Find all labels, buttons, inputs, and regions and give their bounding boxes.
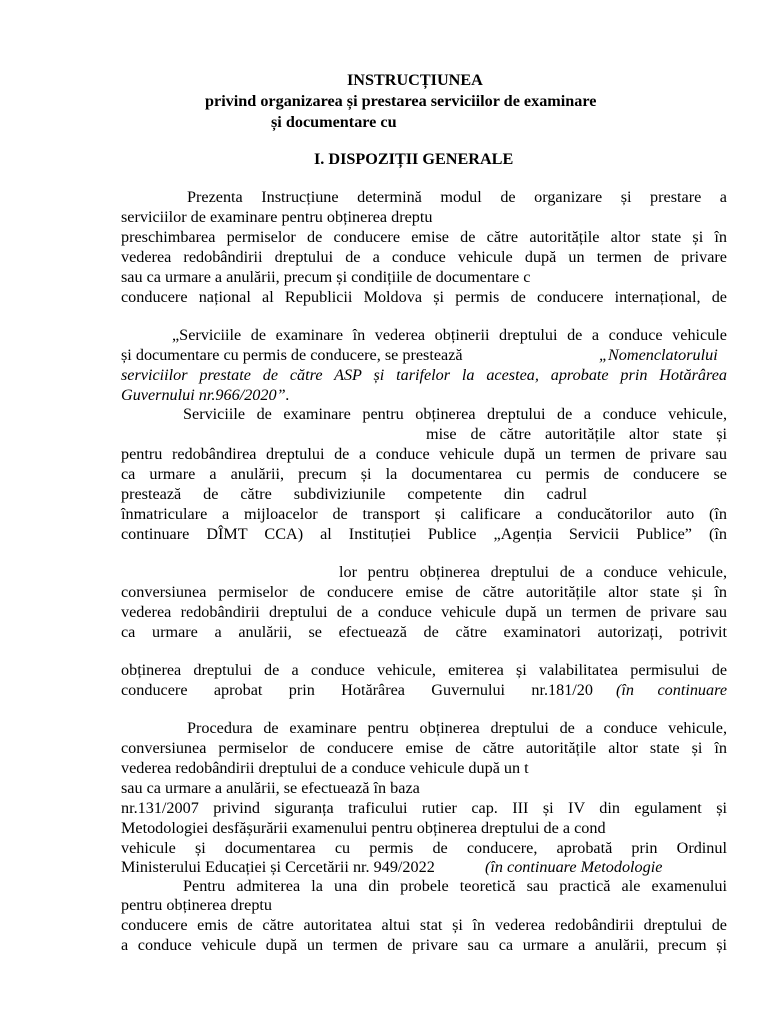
paragraph-4-line-3: vederea redobândirii dreptului de a conduce vehicule după un termen de privare sau — [121, 603, 727, 621]
paragraph-3-line-7: continuare DÎMT CCA) al Instituției Publice „Agenția Servicii Publice” (în — [121, 525, 727, 543]
paragraph-6-line-1: Procedura de examinare pentru obținerea dreptului de a conduce vehicule, — [187, 719, 727, 737]
paragraph-2-line-1: „Serviciile de examinare în vederea obținerii dreptului de a conduce vehicule — [172, 326, 727, 344]
paragraph-4-line-1: lor pentru obținerea dreptului de a conduce vehicule, — [339, 563, 727, 581]
paragraph-2-line-3: serviciilor prestate de către ASP și tarifelor la acestea, aprobate prin Hotărârea — [121, 366, 727, 384]
document-subtitle-line-2: și documentare cu — [271, 113, 397, 131]
paragraph-6-line-8: Ministerului Educației și Cercetării nr. 949/2022 — [121, 858, 435, 876]
paragraph-6-line-6: Metodologiei desfășurării examenului pentru obținerea dreptului de a cond — [121, 819, 606, 837]
paragraph-6-line-2: conversiunea permiselor de conducere emise de către autoritățile altor state și în — [121, 739, 727, 757]
paragraph-4-line-4: ca urmare a anulării, se efectuează de către examinatori autorizați, potrivit — [121, 623, 727, 641]
paragraph-1-line-3: preschimbarea permiselor de conducere emise de către autoritățile altor state și în — [121, 228, 727, 246]
paragraph-6-line-4: sau ca urmare a anulării, se efectuează în baza — [121, 779, 420, 797]
paragraph-3-line-4: ca urmare a anulării, precum și la documentarea cu permis de conducere se — [121, 465, 727, 483]
paragraph-3-line-6: înmatriculare a mijloacelor de transport și calificare a conducătorilor auto (în — [121, 505, 727, 523]
paragraph-2-line-4: Guvernului nr.966/2020”. — [121, 386, 290, 404]
paragraph-6-line-5: nr.131/2007 privind siguranța traficului rutier cap. III și IV din egulament și — [121, 799, 727, 817]
paragraph-7-line-2: pentru obținerea dreptu — [121, 896, 273, 914]
paragraph-5-line-2: conducere aprobat prin Hotărârea Guvernului nr.181/20 — [121, 681, 593, 699]
paragraph-2-line-2: și documentare cu permis de conducere, se prestează — [121, 346, 463, 364]
paragraph-1-line-2: serviciilor de examinare pentru obținerea dreptu — [121, 208, 433, 226]
document-title: INSTRUCȚIUNEA — [347, 71, 483, 89]
paragraph-2-line-2-italic: „Nomenclatorului — [599, 346, 718, 364]
paragraph-7-line-1: Pentru admiterea la una din probele teoretică sau practică ale examenului — [183, 877, 727, 895]
paragraph-1-line-6: conducere național al Republicii Moldova și permis de conducere internațional, de — [121, 288, 727, 306]
paragraph-7-line-4: a conduce vehicule după un termen de privare sau ca urmare a anulării, precum și — [121, 936, 727, 954]
paragraph-7-line-3: conducere emis de către autoritatea altui stat și în vederea redobândirii dreptului de — [121, 916, 727, 934]
paragraph-6-line-7: vehicule și documentarea cu permis de conducere, aprobată prin Ordinul — [121, 839, 727, 857]
document-subtitle-line-1: privind organizarea și prestarea serviciilor de examinare — [205, 92, 597, 110]
paragraph-6-line-8-italic: (în continuare Metodologie — [485, 858, 663, 876]
paragraph-1-line-4: vederea redobândirii dreptului de a conduce vehicule după un termen de privare — [121, 248, 727, 266]
paragraph-1-line-5: sau ca urmare a anulării, precum și condițiile de documentare c — [121, 268, 531, 286]
paragraph-3-line-3: pentru redobândirea dreptului de a conduce vehicule după un termen de privare sau — [121, 445, 727, 463]
paragraph-3-line-2: mise de către autoritățile altor state și — [426, 425, 727, 443]
paragraph-6-line-3: vederea redobândirii dreptului de a conduce vehicule după un t — [121, 759, 529, 777]
section-heading: I. DISPOZIȚII GENERALE — [314, 150, 514, 168]
paragraph-1-line-1: Prezenta Instrucțiune determină modul de organizare și prestare a — [187, 188, 727, 206]
paragraph-4-line-2: conversiunea permiselor de conducere emise de către autoritățile altor state și în — [121, 583, 727, 601]
paragraph-3-line-5: prestează de către subdiviziunile competente din cadrul — [121, 485, 587, 503]
paragraph-5-line-2-italic: (în continuare — [616, 681, 727, 699]
paragraph-5-line-1: obținerea dreptului de a conduce vehicule, emiterea și valabilitatea permisului de — [121, 661, 727, 679]
paragraph-3-line-1: Serviciile de examinare pentru obținerea dreptului de a conduce vehicule, — [183, 405, 727, 423]
